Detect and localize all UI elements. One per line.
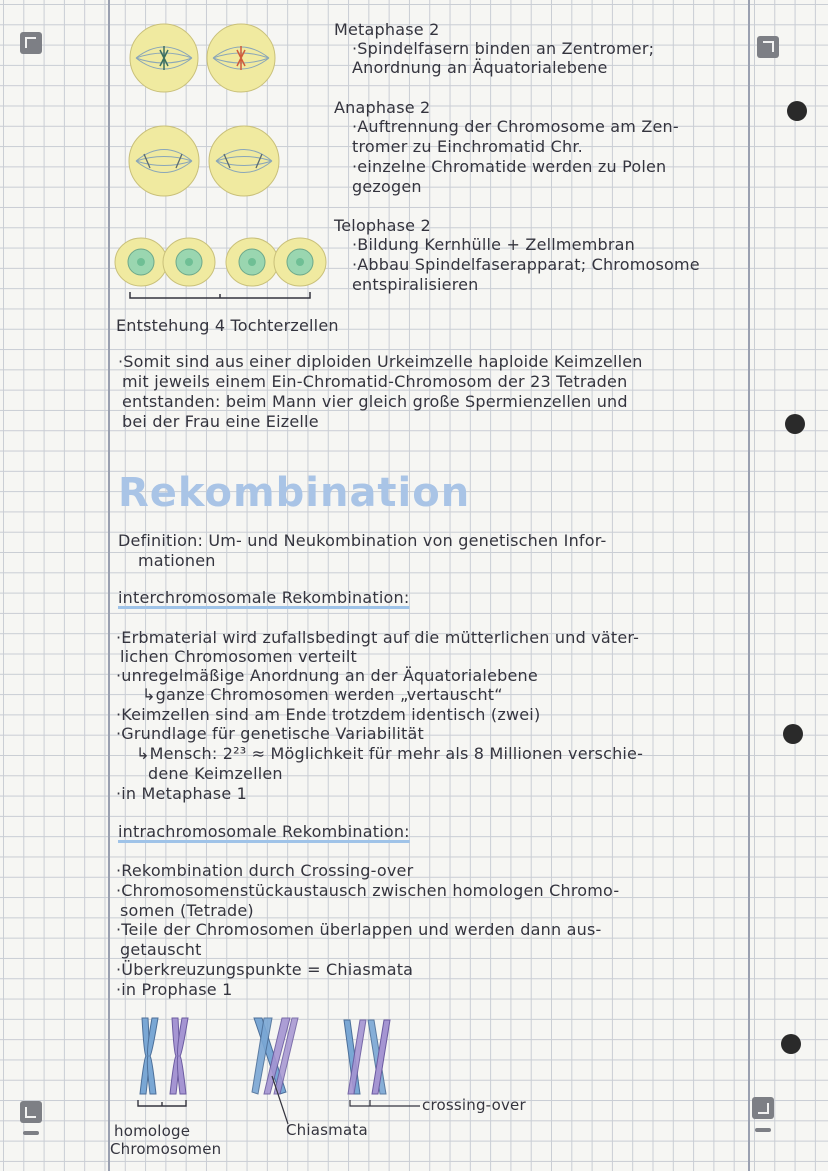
anaphase2-cells-drawing: [126, 128, 306, 198]
telophase2-cells-drawing: [112, 236, 332, 296]
anaphase2-line: tromer zu Einchromatid Chr.: [352, 137, 583, 156]
telophase2-title: Telophase 2: [334, 216, 431, 235]
inter-line: ·unregelmäßige Anordnung an der Äquatorialebene: [116, 666, 538, 685]
intra-line: ·Rekombination durch Crossing-over: [116, 861, 414, 880]
punch-hole: [785, 414, 805, 434]
intra-line: ·Teile der Chromosomen überlappen und werden dann aus-: [116, 920, 602, 939]
intra-line: ·Überkreuzungspunkte = Chiasmata: [116, 960, 414, 979]
anaphase2-title: Anaphase 2: [334, 98, 431, 117]
cell-icon: [130, 24, 198, 92]
inter-line: ·Grundlage für genetische Variabilität: [116, 724, 424, 743]
cell-icon: [207, 24, 275, 92]
inter-line: ·Erbmaterial wird zufallsbedingt auf die mütterlichen und väter-: [116, 628, 640, 647]
right-margin-line: [748, 0, 750, 1171]
telophase2-line: entspiralisieren: [352, 275, 479, 294]
intra-line: ·Chromosomenstückaustausch zwischen homologen Chromo-: [116, 881, 620, 900]
chromosome-icon: [140, 1018, 158, 1094]
punch-hole: [787, 101, 807, 121]
cell-icon: [115, 238, 167, 286]
metaphase2-title: Metaphase 2: [334, 20, 440, 39]
anaphase2-line: ·einzelne Chromatide werden zu Polen: [352, 157, 667, 176]
punch-hole: [781, 1034, 801, 1054]
telophase2-line: ·Abbau Spindelfaserapparat; Chromosome: [352, 255, 700, 274]
telophase2-line: ·Bildung Kernhülle + Zellmembran: [352, 235, 635, 254]
chromosome-icon: [170, 1018, 188, 1094]
homologous-chromosomes-drawing: [130, 1016, 210, 1106]
metaphase2-line: Anordnung an Äquatorialebene: [352, 58, 608, 77]
intra-line: ·in Prophase 1: [116, 980, 233, 999]
inter-line: ↳Mensch: 2²³ ≈ Möglichkeit für mehr als 8 Millionen verschie-: [136, 744, 644, 763]
cell-icon: [274, 238, 326, 286]
corner-marker-icon: [20, 1101, 42, 1123]
anaphase2-line: ·Auftrennung der Chromosome am Zen-: [352, 117, 679, 136]
cell-icon: [226, 238, 278, 286]
metaphase2-line: ·Spindelfasern binden an Zentromer;: [352, 39, 655, 58]
chromosome-icon: [252, 1018, 298, 1094]
inter-title: interchromosomale Rekombination:: [118, 588, 410, 607]
anaphase2-line: gezogen: [352, 177, 422, 196]
corner-dash: [23, 1131, 39, 1135]
left-margin-line: [108, 0, 110, 1171]
intra-line: getauscht: [120, 940, 202, 959]
inter-line: lichen Chromosomen verteilt: [120, 647, 357, 666]
summary-line: mit jeweils einem Ein-Chromatid-Chromosom der 23 Tetraden: [122, 372, 628, 391]
summary-line: entstanden: beim Mann vier gleich große Spermienzellen und: [122, 392, 628, 411]
corner-dash: [755, 1128, 771, 1132]
chromosome-icon: [344, 1020, 390, 1094]
inter-line: ·Keimzellen sind am Ende trotzdem identisch (zwei): [116, 705, 541, 724]
cell-icon: [129, 126, 199, 196]
intra-line: somen (Tetrade): [120, 901, 254, 920]
chiasmata-drawing: [248, 1016, 308, 1126]
inter-line: dene Keimzellen: [148, 764, 283, 783]
inter-line: ·in Metaphase 1: [116, 784, 248, 803]
homologous-label: Chromosomen: [110, 1140, 222, 1158]
corner-marker-icon: [752, 1097, 774, 1119]
rekombination-heading: Rekombination: [118, 470, 471, 516]
homologous-label: homologe: [114, 1122, 191, 1140]
cell-icon: [163, 238, 215, 286]
definition-line: Definition: Um- und Neukombination von genetischen Infor-: [118, 531, 607, 550]
definition-line: mationen: [138, 551, 216, 570]
cell-icon: [209, 126, 279, 196]
punch-hole: [783, 724, 803, 744]
corner-marker-icon: [20, 32, 42, 54]
daughter-cells-label: Entstehung 4 Tochterzellen: [116, 316, 339, 335]
intra-title: intrachromosomale Rekombination:: [118, 822, 410, 841]
metaphase2-cells-drawing: [128, 28, 308, 88]
inter-line: ↳ganze Chromosomen werden „vertauscht“: [142, 685, 503, 704]
crossing-over-label: crossing-over: [422, 1096, 526, 1114]
summary-line: ·Somit sind aus einer diploiden Urkeimzelle haploide Keimzellen: [118, 352, 643, 371]
corner-marker-icon: [757, 36, 779, 58]
chiasmata-label: Chiasmata: [286, 1121, 368, 1139]
summary-line: bei der Frau eine Eizelle: [122, 412, 319, 431]
